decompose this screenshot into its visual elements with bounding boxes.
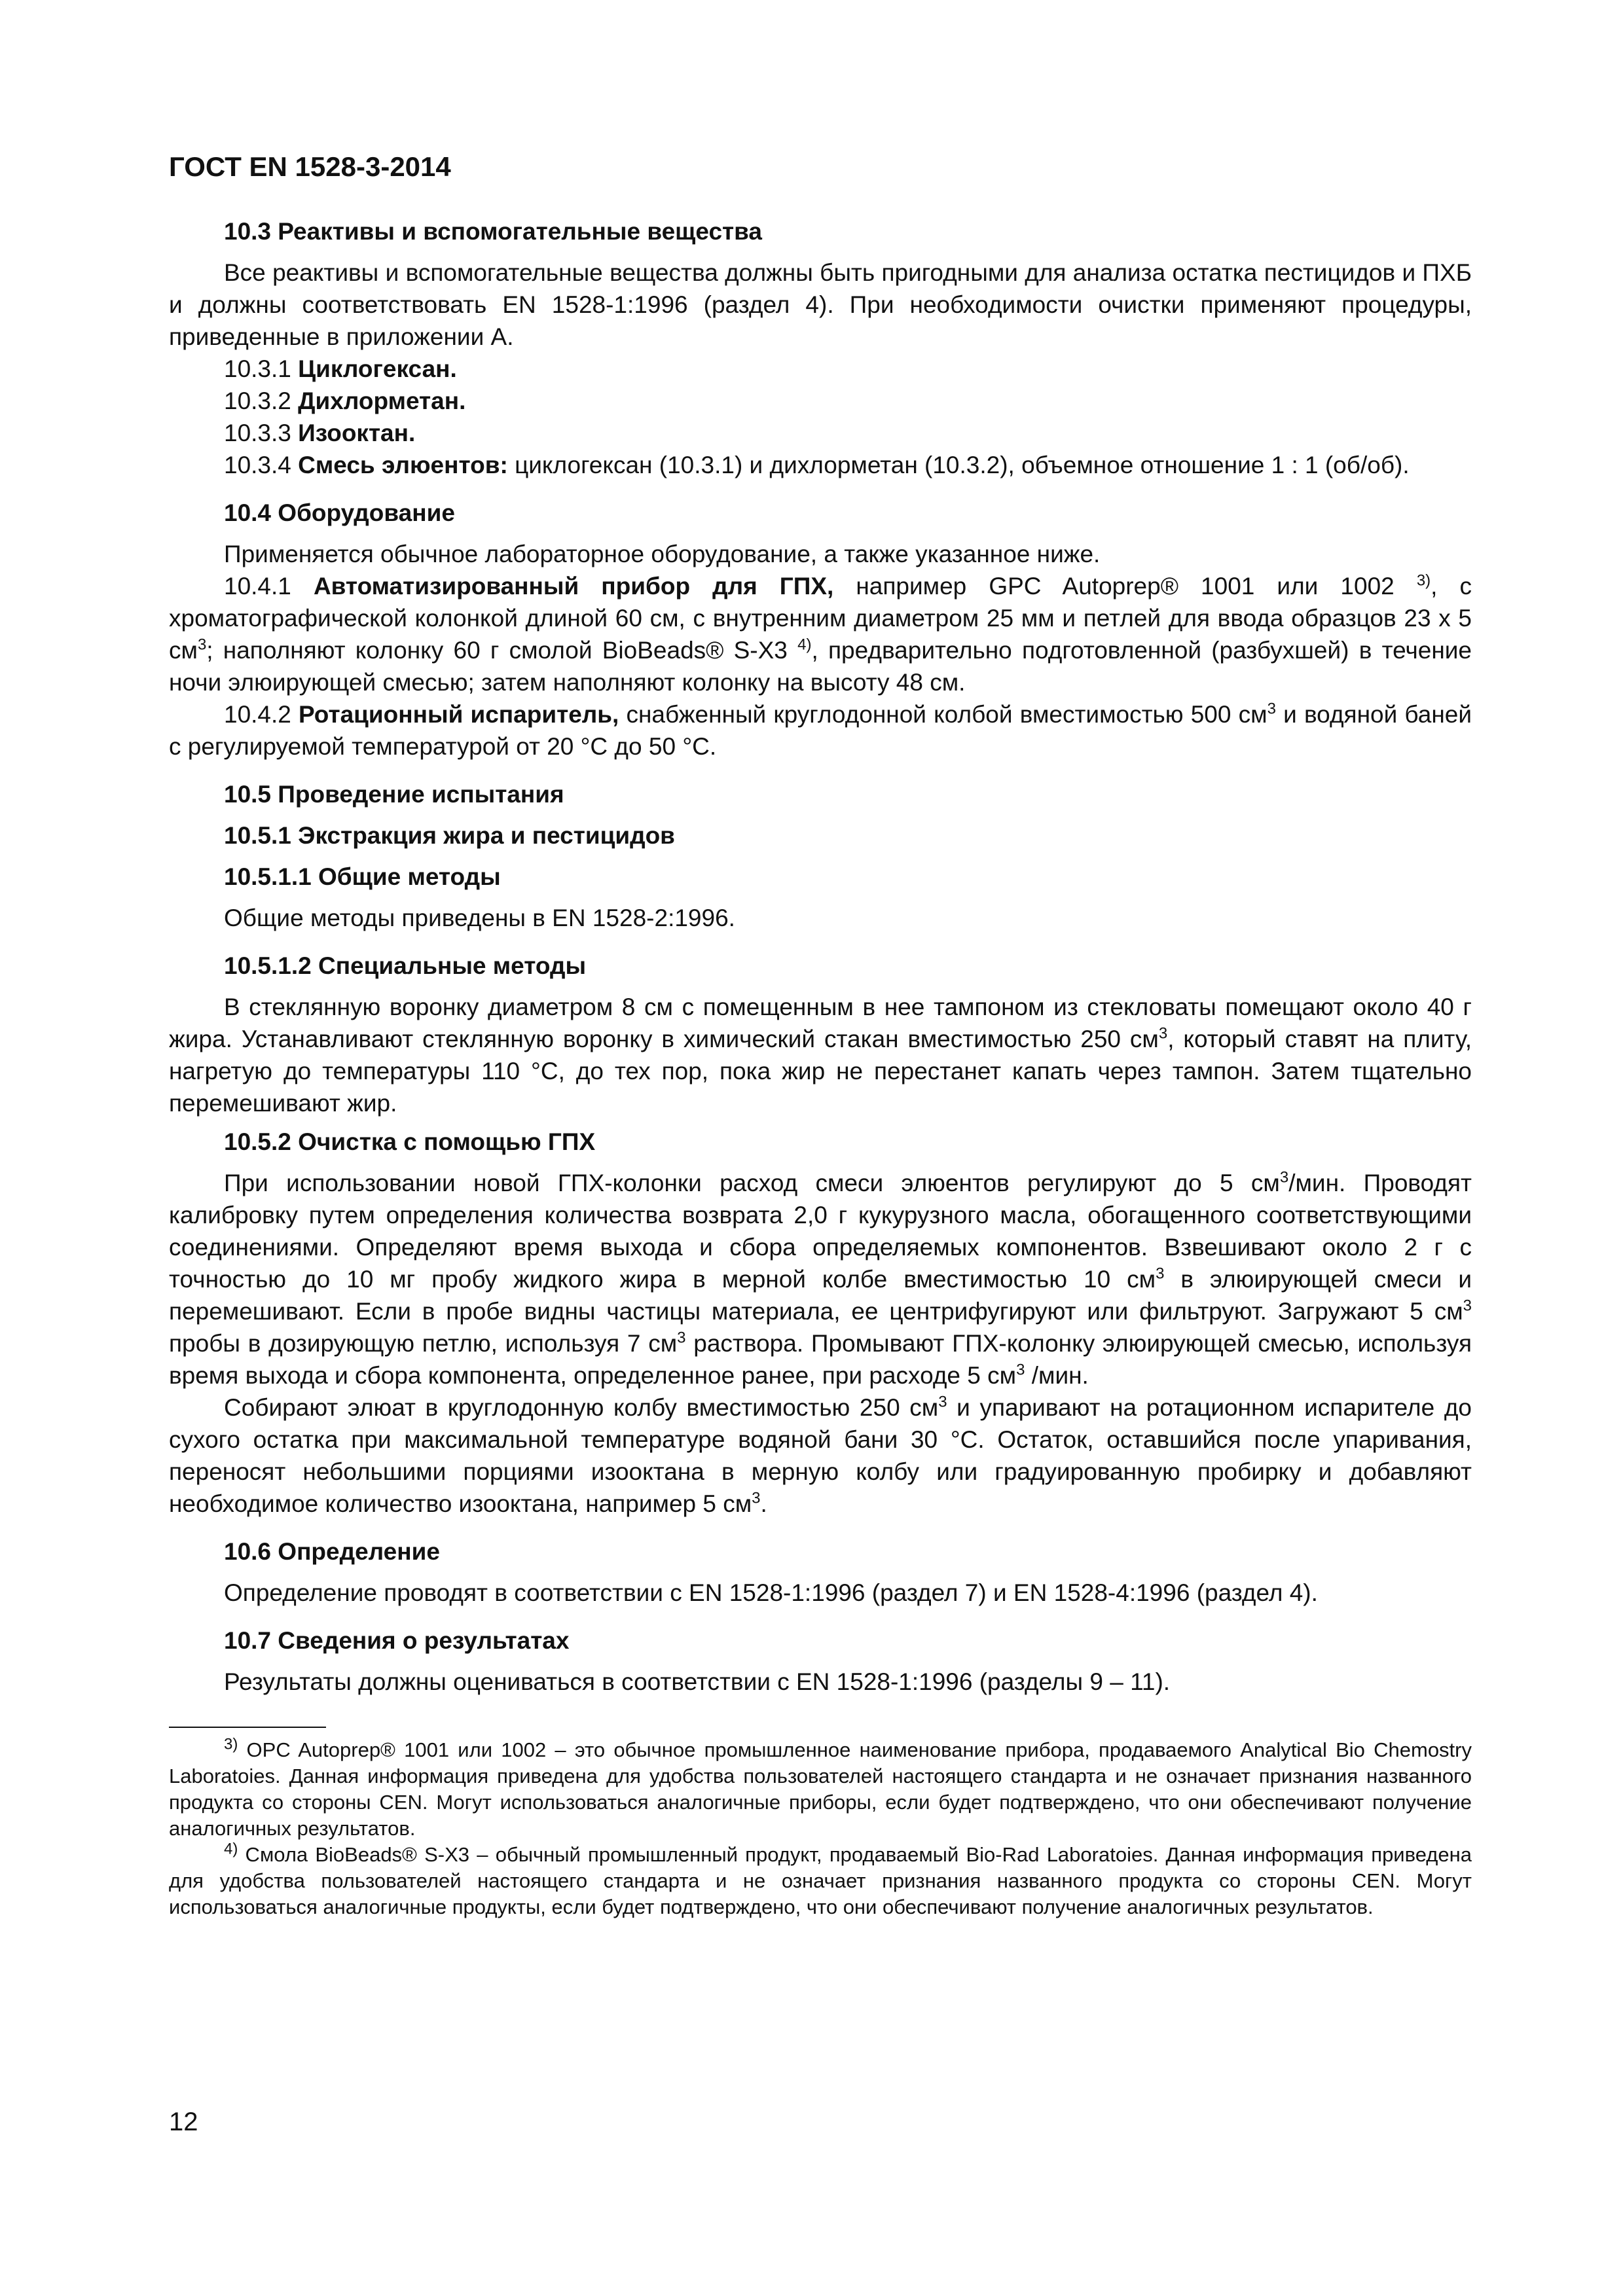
item-term: Дихлорметан. xyxy=(298,387,466,414)
paragraph-text: При использовании новой ГПХ-колонки расход смеси элюентов регулируют до 5 см xyxy=(224,1170,1280,1196)
paragraph-10-5-1-1: Общие методы приведены в EN 1528-2:1996. xyxy=(224,905,735,931)
superscript: 3 xyxy=(677,1329,686,1347)
list-item-10-3-3 xyxy=(169,417,1472,449)
item-text: ; наполняют колонку 60 г смолой BioBeads® S-X3 xyxy=(206,637,788,664)
paragraph-text: в элюирующей смеси и перемешивают. Если в пробе видны частицы материала, ее центрифугируют или фильтруют. Загружают 5 см xyxy=(169,1266,1472,1325)
footnote-ref-3: 3) xyxy=(1416,571,1431,590)
paragraph-text: В стеклянную воронку диаметром 8 см с помещенным в нее тампоном из стекловаты помещают около 40 г жира. Устанавливают стеклянную воронку в химический стакан вместимостью 250 см xyxy=(169,994,1472,1052)
section-heading-10-5-2: 10.5.2 Очистка с помощью ГПХ xyxy=(224,1128,596,1155)
superscript: 3 xyxy=(1156,1265,1165,1283)
item-number: 10.4.2 xyxy=(224,701,291,728)
footnote-text: Смола BioBeads® S-X3 – обычный промышленный продукт, продаваемый Bio-Rad Laboratoies. Данная информация приведена для удобства пользователей настоящего стандарта и не означает признания названного продукта со стороны CEN. Могут использоваться аналогичные продукты, если будет подтверждено, что они обеспечивают получение аналогичных результатов. xyxy=(169,1843,1472,1918)
superscript: 3 xyxy=(197,636,207,654)
superscript: 3 xyxy=(1016,1361,1025,1379)
document-header: ГОСТ EN 1528-3-2014 xyxy=(169,151,451,182)
section-heading-10-3: 10.3 Реактивы и вспомогательные вещества xyxy=(224,218,763,245)
section-heading-10-7: 10.7 Сведения о результатах xyxy=(224,1627,570,1654)
footnote-4 xyxy=(169,1842,1472,1920)
superscript: 3 xyxy=(1158,1024,1168,1043)
list-item-10-3-1 xyxy=(169,353,1472,385)
footnote-3 xyxy=(169,1737,1472,1842)
item-term: Изооктан. xyxy=(298,420,416,446)
item-text: снабженный круглодонной колбой вместимостью 500 см xyxy=(626,701,1267,728)
paragraph-text: раствора. Промывают ГПХ-колонку элюирующей смесью, используя время выхода и сбора компонента, определенное ранее, при расходе 5 см xyxy=(169,1330,1472,1389)
item-number: 10.4.1 xyxy=(224,573,291,600)
item-number: 10.3.3 xyxy=(224,420,291,446)
section-heading-10-5: 10.5 Проведение испытания xyxy=(224,781,564,808)
paragraph-text: и упаривают на ротационном испарителе до сухого остатка при максимальной температуре водяной бани 30 °С. Остаток, оставшийся после упаривания, переносят небольшими порциями изооктана в мерную колбу или градуированную пробирку и добавляют необходимое количество изооктана, например 5 см xyxy=(169,1394,1472,1517)
paragraph-10-5-1-2 xyxy=(169,991,1472,1119)
list-item-10-4-1 xyxy=(169,570,1472,698)
item-text: циклогексан (10.3.1) и дихлорметан (10.3.2), объемное отношение 1 : 1 (об/об). xyxy=(515,452,1410,478)
paragraph-text: /мин. xyxy=(1025,1362,1089,1389)
paragraph-10-7: Результаты должны оцениваться в соответствии с EN 1528-1:1996 (разделы 9 – 11). xyxy=(224,1668,1171,1695)
paragraph-text: . xyxy=(760,1490,767,1517)
paragraph-10-5-2 xyxy=(169,1167,1472,1391)
item-text: , с хроматографической колонкой длиной 60 см, с внутренним диаметром 25 мм и петлей для ввода образцов 23 х 5 см xyxy=(169,573,1472,664)
item-number: 10.3.1 xyxy=(224,355,291,382)
list-item-10-3-2 xyxy=(169,385,1472,417)
item-text: и водяной баней с регулируемой температурой от 20 °С до 50 °С. xyxy=(169,701,1472,760)
item-number: 10.3.2 xyxy=(224,387,291,414)
paragraph-text: пробы в дозирующую петлю, используя 7 см xyxy=(169,1330,678,1357)
item-number: 10.3.4 xyxy=(224,452,291,478)
paragraph-text: /мин. Проводят калибровку путем определения количества возврата 2,0 г кукурузного масла, обогащенного соответствующими соединениями. Определяют время выхода и сбора определяемых компонентов. Взвешивают около 2 г с точностью до 10 мг пробу жидкого жира в мерной колбе вместимостью 10 см xyxy=(169,1170,1472,1293)
superscript: 3 xyxy=(1279,1168,1289,1187)
section-heading-10-6: 10.6 Определение xyxy=(224,1538,440,1565)
item-term: Циклогексан. xyxy=(298,355,457,382)
page-number: 12 xyxy=(169,2108,198,2136)
footnote-text: OPC Autoprep® 1001 или 1002 – это обычное промышленное наименование прибора, продаваемого Analytical Bio Chemostry Laboratoies. Данная информация приведена для удобства пользователей настоящего стандарта и не означает признания названного продукта со стороны CEN. Могут использоваться аналогичные приборы, если будет подтверждено, что они обеспечивают получение аналогичных результатов. xyxy=(169,1738,1472,1840)
list-item-10-3-4 xyxy=(169,449,1472,481)
paragraph-10-3-intro: Все реактивы и вспомогательные вещества должны быть пригодными для анализа остатка пестицидов и ПХБ и должны соответствовать EN 1528-1:1996 (раздел 4). При необходимости очистки применяют процедуры, приведенные в приложении А. xyxy=(169,259,1472,350)
section-heading-10-5-1: 10.5.1 Экстракция жира и пестицидов xyxy=(224,822,675,849)
footnote-divider xyxy=(169,1727,326,1728)
item-term: Смесь элюентов: xyxy=(298,452,508,478)
superscript: 3 xyxy=(938,1393,947,1411)
superscript: 3 xyxy=(1267,700,1276,718)
paragraph-10-5-2-collect xyxy=(169,1391,1472,1520)
item-text: , предварительно подготовленной (разбухшей) в течение ночи элюирующей смесью; затем наполняют колонку на высоту 48 см. xyxy=(169,637,1472,696)
paragraph-text: , который ставят на плиту, нагретую до температуры 110 °С, до тех пор, пока жир не перестанет капать через тампон. Затем тщательно перемешивают жир. xyxy=(169,1026,1472,1117)
footnote-ref-4: 4) xyxy=(797,636,812,654)
paragraph-10-6: Определение проводят в соответствии с EN 1528-1:1996 (раздел 7) и EN 1528-4:1996 (раздел 4). xyxy=(224,1579,1318,1606)
section-heading-10-4: 10.4 Оборудование xyxy=(224,499,455,526)
section-heading-10-5-1-2: 10.5.1.2 Специальные методы xyxy=(224,952,587,979)
superscript: 3 xyxy=(752,1489,761,1507)
footnote-mark: 3) xyxy=(224,1735,238,1753)
document-page xyxy=(169,147,1472,1920)
item-term: Ротационный испаритель, xyxy=(299,701,619,728)
footnote-mark: 4) xyxy=(224,1840,238,1858)
item-text: например GPC Autoprep® 1001 или 1002 xyxy=(856,573,1395,600)
paragraph-text: Собирают элюат в круглодонную колбу вместимостью 250 см xyxy=(224,1394,939,1421)
list-item-10-4-2 xyxy=(169,698,1472,762)
superscript: 3 xyxy=(1463,1297,1472,1315)
paragraph-10-4-intro: Применяется обычное лабораторное оборудование, а также указанное ниже. xyxy=(224,541,1101,567)
item-term: Автоматизированный прибор для ГПХ, xyxy=(313,573,834,600)
section-heading-10-5-1-1: 10.5.1.1 Общие методы xyxy=(224,863,501,890)
